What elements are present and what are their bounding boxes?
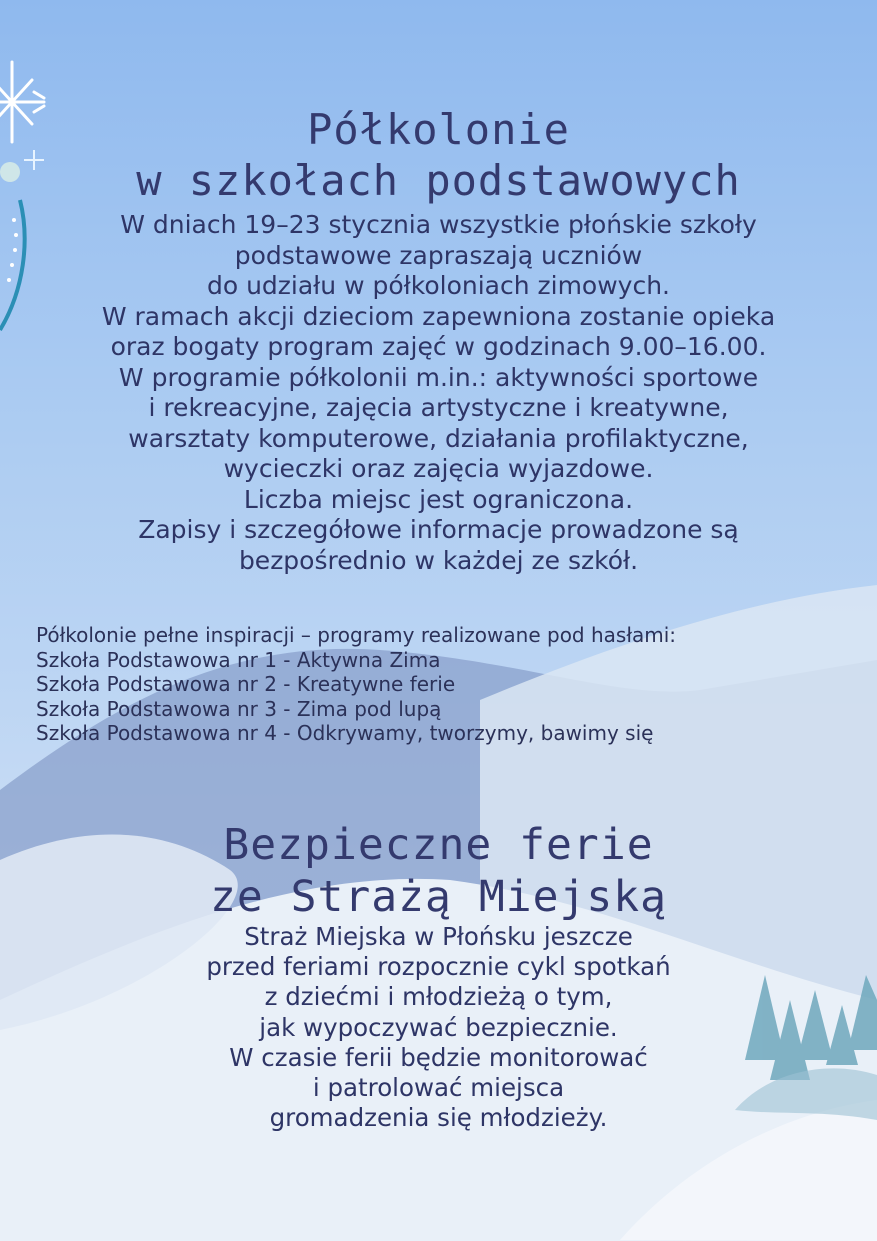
section2-title-line: Bezpieczne ferie	[223, 819, 654, 870]
body-line: W ramach akcji dzieciom zapewniona zostanie opieka	[101, 301, 776, 331]
body-line: W programie półkolonii m.in.: aktywności sportowe	[118, 362, 759, 392]
body-line: i rekreacyjne, zajęcia artystyczne i kreatywne,	[148, 393, 729, 422]
body-line: oraz bogaty program zajęć w godzinach 9.00–16.00.	[110, 332, 767, 361]
body-line: podstawowe zapraszają uczniów	[234, 240, 643, 270]
section1-title	[0, 104, 877, 206]
list-item: Szkoła Podstawowa nr 3 - Zima pod lupą	[36, 696, 442, 721]
body-line: Straż Miejska w Płońsku jeszcze	[244, 922, 633, 951]
ornament-dots	[7, 218, 18, 282]
body-line: wycieczki oraz zajęcia wyjazdowe.	[223, 454, 654, 483]
section1-body	[20, 210, 857, 576]
body-line: jak wypoczywać bezpiecznie.	[259, 1012, 618, 1042]
body-line: W dniach 19–23 stycznia wszystkie płońskie szkoły	[120, 210, 757, 239]
body-line: gromadzenia się młodzieży.	[269, 1103, 608, 1133]
body-line: przed feriami rozpocznie cykl spotkań	[206, 952, 671, 982]
body-line: i patrolować miejsca	[312, 1073, 565, 1103]
section2-body	[20, 922, 857, 1133]
section1-title-line: Półkolonie	[307, 105, 570, 155]
list-item: Szkoła Podstawowa nr 1 - Aktywna Zima	[36, 647, 441, 672]
list-item: Szkoła Podstawowa nr 2 - Kreatywne ferie	[36, 672, 456, 697]
programs-intro: Półkolonie pełne inspiracji – programy realizowane pod hasłami:	[36, 623, 677, 647]
body-line: Zapisy i szczegółowe informacje prowadzone są	[138, 515, 739, 544]
body-line: bezpośrednio w każdej ze szkół.	[238, 545, 639, 575]
list-item: Szkoła Podstawowa nr 4 - Odkrywamy, tworzymy, bawimy się	[36, 721, 654, 746]
body-line: W czasie ferii będzie monitorować	[229, 1042, 648, 1072]
section2-title	[0, 819, 877, 924]
programs-list	[36, 623, 856, 746]
body-line: warsztaty komputerowe, działania profilaktyczne,	[128, 423, 749, 453]
body-line: do udziału w półkoloniach zimowych.	[206, 271, 671, 300]
section1-title-line: w szkołach podstawowych	[136, 156, 741, 206]
body-line: z dziećmi i młodzieżą o tym,	[264, 982, 613, 1012]
section2-title-line: ze Strażą Miejską	[209, 872, 668, 923]
body-line: Liczba miejsc jest ograniczona.	[243, 484, 634, 514]
